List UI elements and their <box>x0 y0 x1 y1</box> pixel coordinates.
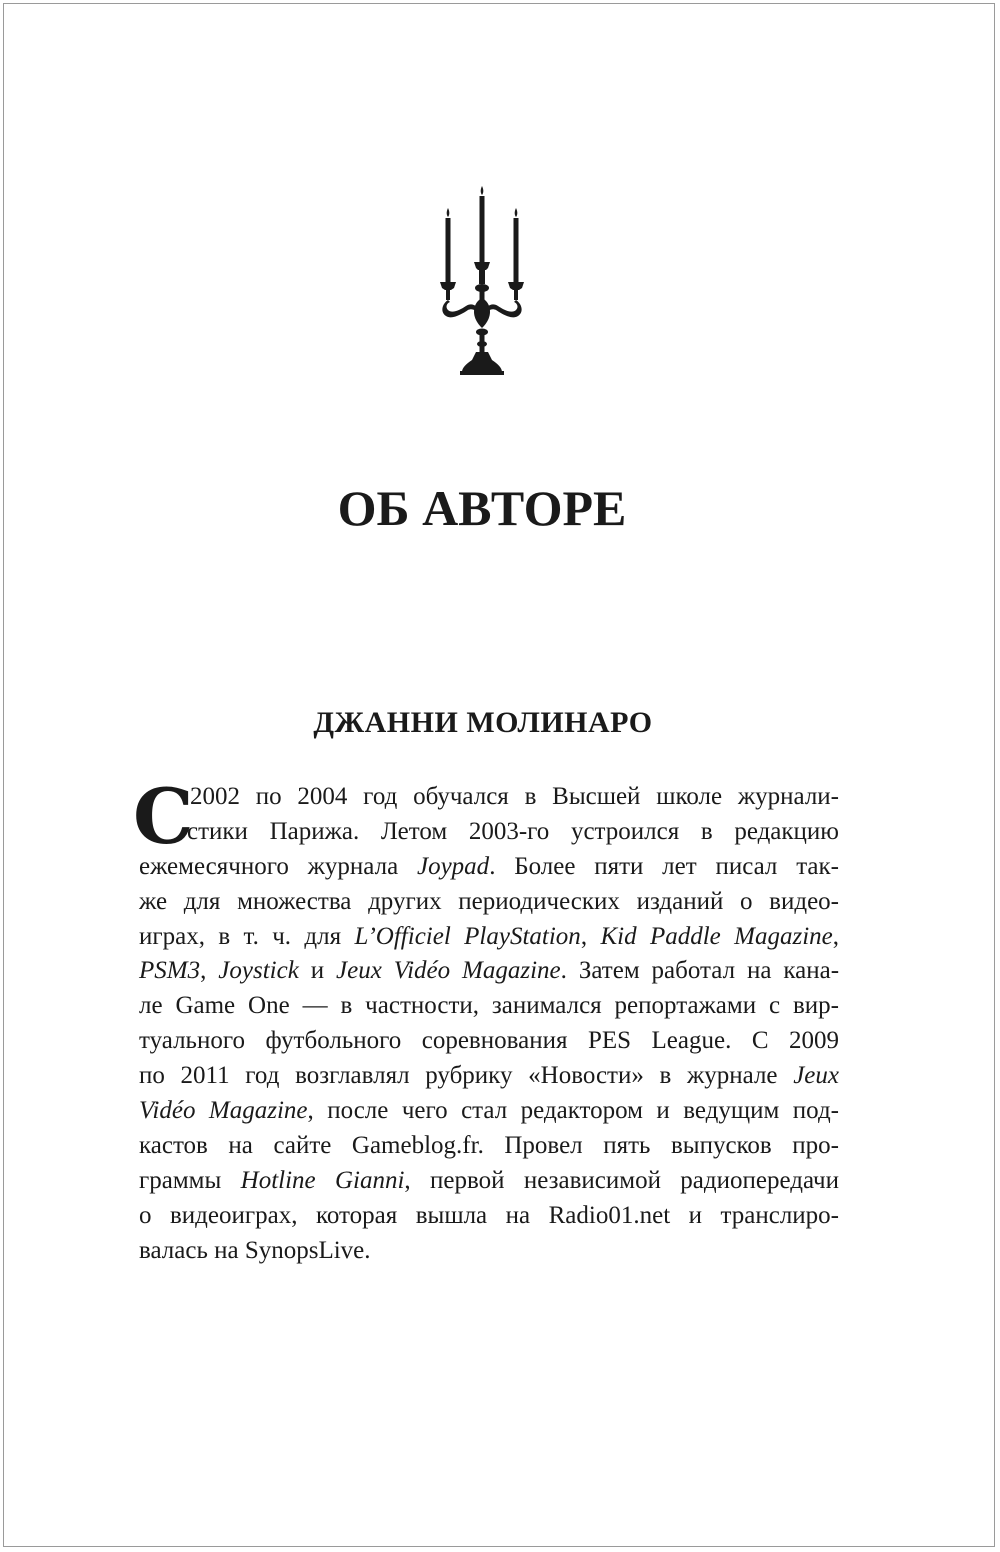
bio-line <box>139 885 839 920</box>
bio-text: 2002 по 2004 год обучался в Высшей школе журнали- <box>190 783 839 810</box>
bio-italic-title: Joystick <box>218 957 299 985</box>
bio-line <box>139 1234 839 1269</box>
bio-text: же для множества других периодических изданий о видео- <box>139 887 839 915</box>
bio-italic-title: Kid Paddle Magazine <box>600 922 833 950</box>
bio-text: туального футбольного соревнования PES League. С 2009 <box>139 1027 839 1055</box>
bio-text: , <box>580 922 601 950</box>
bio-text: , первой независимой радиопередачи <box>404 1166 839 1194</box>
bio-line <box>139 815 839 850</box>
bio-line <box>139 780 839 815</box>
bio-text: , <box>832 922 839 950</box>
bio-line <box>139 989 839 1024</box>
bio-text: ежемесячного журнала <box>139 852 417 880</box>
bio-line <box>139 1164 839 1199</box>
bio-text: , <box>200 957 219 985</box>
bio-text: по 2011 год возглавлял рубрику «Новости» в журнале <box>139 1062 794 1090</box>
bio-italic-title: Vidéo Magazine <box>139 1097 308 1125</box>
bio-line <box>139 1199 839 1234</box>
bio-text: . Затем работал на кана- <box>560 957 840 985</box>
bio-text: о видеоиграх, которая вышла на Radio01.net и транслиро- <box>139 1201 839 1229</box>
bio-text: валась на SynopsLive. <box>139 1236 371 1264</box>
bio-text: стики Парижа. Летом 2003-го устроился в редакцию <box>187 817 839 845</box>
bio-lines <box>139 780 839 1268</box>
bio-italic-title: PSM3 <box>139 957 201 985</box>
bio-line <box>139 1059 839 1094</box>
bio-line <box>139 954 839 989</box>
bio-text: и <box>298 957 336 985</box>
bio-text: играх, в т. ч. для <box>139 922 355 950</box>
chapter-title: ОБ АВТОРЕ <box>337 480 627 536</box>
bio-italic-title: Joypad <box>416 852 490 880</box>
bio-line <box>139 850 839 885</box>
bio-italic-title: Jeux <box>793 1062 839 1090</box>
bio-italic-title: L’Officiel PlayStation <box>354 922 581 950</box>
candelabra-icon <box>436 182 528 376</box>
bio-italic-title: Jeux Vidéo Magazine <box>336 957 561 985</box>
bio-text: , после чего стал редактором и ведущим под- <box>307 1097 839 1125</box>
bio-line <box>139 1129 839 1164</box>
bio-text: ле Game One — в частности, занимался репортажами с вир- <box>139 992 839 1020</box>
bio-line <box>139 1024 839 1059</box>
bio-text: . Более пяти лет писал так- <box>489 852 839 880</box>
drop-cap: С <box>133 772 194 861</box>
bio-text: граммы <box>139 1166 241 1194</box>
bio-italic-title: Hotline Gianni <box>240 1166 405 1194</box>
bio-line <box>139 920 839 955</box>
author-name: ДЖАННИ МОЛИНАРО <box>313 706 653 739</box>
bio-line <box>139 1094 839 1129</box>
bio-text: кастов на сайте Gameblog.fr. Провел пять выпусков про- <box>139 1131 839 1159</box>
bio-paragraph <box>133 772 840 1268</box>
